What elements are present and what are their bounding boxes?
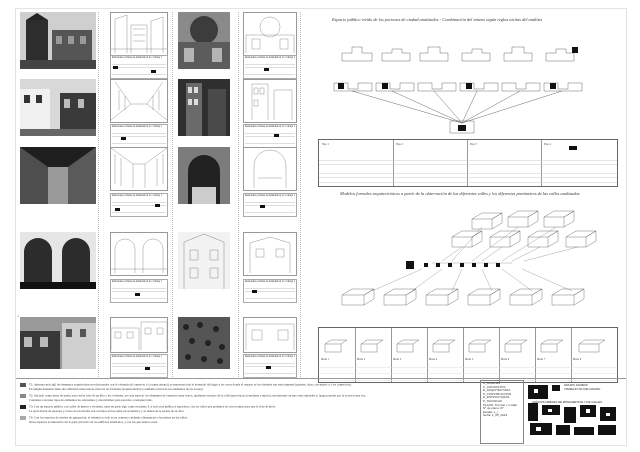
mini-table [243,354,297,378]
mode-caption: Modo 4 [429,358,438,361]
legend-swatch [20,405,26,409]
title-block-line: Nº de plano: 07 [483,406,504,411]
combination-diagram [312,23,622,138]
isometric-models [312,199,622,319]
title-block-line: D_ESTRUCTURAS [483,395,510,400]
type-caption: Tipo 1 [322,143,329,146]
section-title-2: Modelos formales arquitectónicos a partir de la observación de las diferentes calles y los diferentes parámetros de las calles analizadas [340,191,580,196]
street-photo [20,12,96,69]
note-text: En ningún momento hubo una diferencia marcada de nivel en las fachadas (arquitectónicas y también a nivel de los elementos de las aceras). [29,387,204,391]
mini-table [110,354,168,378]
title-block-line: Escala: s_/_ [483,409,500,414]
title-block-line: fecha: 1_05_2013 [483,413,508,418]
note-text: T2: Iniciado como pieza de unión, pero sobre todo de un hilo o los vivientes, en cada espacio los elementos de comercio muy claros, quedando en parte de la calle (unos hacia la mediana a muros), encontrando en uno estas unidades y, luego pasadas por la aceras y una vez. [29,393,366,398]
mini-table [243,124,297,148]
title-block-line: S_CONSTRUCCION [483,391,512,396]
mode-caption: Modo 3 [393,358,402,361]
mode-caption: Modo 7 [537,358,546,361]
mode-diagrams [319,330,617,356]
mini-table-caption: Relaciones, niveles de densidad en la / Calleja 1 [245,56,295,59]
title-block-line: E_ARQUITECTURA [483,388,511,393]
mini-table-caption: Relaciones, niveles de densidad en la / Calleja 1 [245,194,295,197]
title-block-line: PLANO: 'Formal + 1 calle' [483,402,518,407]
mini-table-caption: Relaciones, niveles de densidad en la / Calleja 1 [112,125,162,128]
logo-heading [564,384,600,391]
logo-graphic [526,383,620,439]
street-sketch [243,232,297,276]
types-table [318,139,618,187]
street-sketch [110,317,168,353]
type-caption: Tipo 4 [544,143,551,146]
legend-swatch [20,416,26,420]
street-sketch [110,147,168,191]
street-photo [178,147,230,204]
modes-table [318,327,618,383]
note-text: T4: Con los espacios de niveles de agrupación, el estímulo y todo es en contexto cuidando alternancias a las piezas en las calles. [29,415,188,420]
note-text: La apreciación de espacios y el uso de los niveles son cercanos en las zonas en su interior, y se tienen de la escena de su obra. [29,409,185,413]
mini-table-caption: Relaciones, niveles de densidad en la / Calleja 1 [112,56,162,59]
street-photo [20,79,96,136]
mini-table-caption: Relaciones, niveles de densidad en la / Calleja 1 [112,194,162,197]
note-row [20,399,153,403]
legend-swatch [20,394,26,398]
mini-table [110,55,168,79]
street-photo [178,317,230,369]
mode-caption: Modo 2 [357,358,366,361]
mode-caption: Modo 1 [321,358,330,361]
mini-table-caption: Relaciones, niveles de densidad en la / Calleja 1 [112,280,162,283]
street-sketch [243,147,297,191]
mini-table-caption: Relaciones, niveles de densidad en la / Calleja 1 [245,125,295,128]
street-photo [20,147,96,204]
column-separator [98,12,99,377]
street-photo [178,232,230,289]
title-block-line: A_ANALISIS [483,381,501,385]
note-row [20,421,158,425]
note-text: T1: Apertura más ágil de elementos arquitectónicos relacionados con la vivienda (el comercio o la trama urbana), se muestran todo el potencial del lugar y las cosas donde el usuario se las vivienda son estrictamente (paredes, altas, con muros o a los comercios). [29,382,352,387]
mini-table [110,193,168,217]
mini-table-caption: Relaciones, niveles de densidad en la / Calleja 1 [245,280,295,283]
mini-table [110,279,168,303]
legend-swatch [20,383,26,387]
type-caption: Tipo 3 [470,143,477,146]
mini-table [243,279,297,303]
title-block-line: C_CONJUNTOS [483,384,506,389]
street-sketch [243,12,297,56]
note-row [20,388,203,392]
mini-table-caption: Relaciones, niveles de densidad en la / Calleja 1 [245,355,295,358]
mode-caption: Modo 8 [573,358,582,361]
street-sketch [243,79,297,123]
section-title-1: Espacio público vivido de los portones de ciudad analizados - Combinación del mismo según reglas tácitas del análisis [332,17,543,22]
street-photo [20,317,96,369]
mode-caption: Modo 5 [465,358,474,361]
type-caption: Tipo 2 [396,143,403,146]
street-photo [178,12,230,69]
column-separator [238,12,239,377]
street-sketch [110,79,168,123]
row-label: e [18,315,20,318]
mini-table-caption: Relaciones, niveles de densidad en la / Calleja 1 [112,355,162,358]
note-text: Otros espacios se muestran con la parte privativa de los edificios analizados, y con los que tiene la zona. [29,420,159,424]
mini-table [243,193,297,217]
mini-table [243,55,297,79]
mini-table [110,124,168,148]
logo [526,383,620,439]
note-text: Contamos con unas tipos de elementos no adecuamos y encontramos para parcelas a cualquier lado. [29,398,153,402]
title-block [480,380,524,444]
logo-heading-line: TRABAJO FIN DE GRADO [564,386,601,391]
street-photo [178,79,230,136]
footer-bar [16,378,626,445]
logo-heading-line: GRUPO 1000000 [564,383,588,387]
street-sketch [110,232,168,276]
column-separator [300,12,301,377]
logo-caption: ANÁLISIS URBANO DE MONUMENTOS Y DE CALLES [532,400,602,404]
column-separator [172,12,173,377]
street-sketch [243,317,297,353]
analysis-panel [312,13,622,381]
note-text: T3: Con un espacio público con calles de menos o vivienda, tanto en parte algo como en planta 3, y todo está pública y espaciosa, con las calles que podemos de otros tramos para una la vida de nivel. [29,404,276,409]
note-row [20,410,184,414]
poster-sheet [16,9,626,445]
title-block-line: P_TECNICAS [483,398,502,403]
mode-caption: Modo 6 [501,358,510,361]
street-sketch [110,12,168,56]
street-photo [20,232,96,289]
